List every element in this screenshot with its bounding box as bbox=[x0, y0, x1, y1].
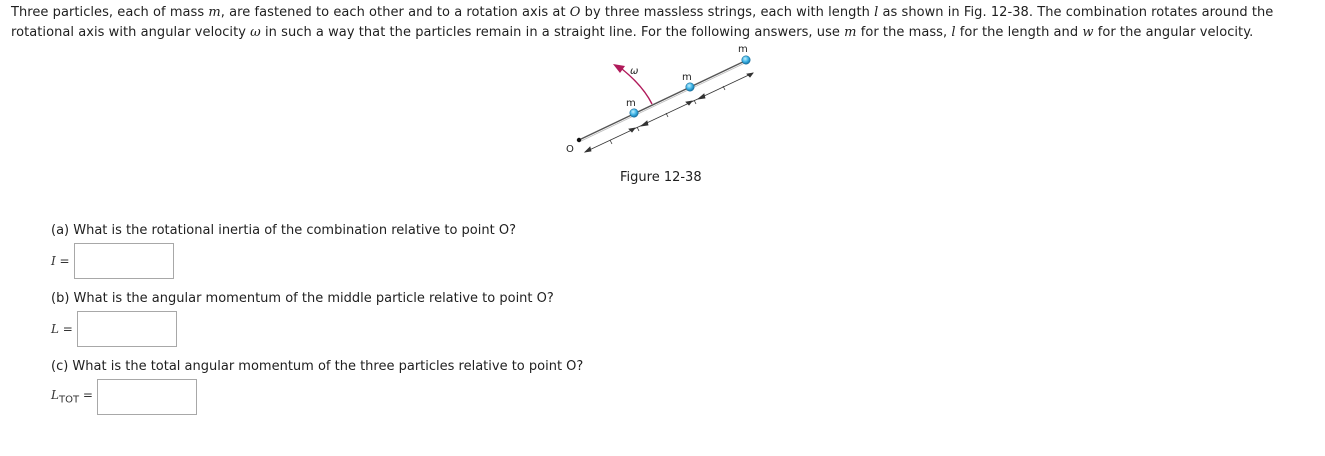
answer-c-input[interactable] bbox=[97, 379, 197, 415]
question-b-prompt: (b) What is the angular momentum of the middle particle relative to point O? bbox=[51, 291, 554, 306]
particle-3 bbox=[742, 56, 750, 64]
mass-label-2: m bbox=[682, 72, 692, 83]
problem-statement: Three particles, each of mass m, are fastened to each other and to a rotation axis at O by three massless strings, each with length l as shown in Fig. 12-38. The combination rotates around the rotational axis with angular velocity ω in such a way that the particles remain in a straight line. For the following answers, use m for the mass, l for the length and w for the angular velocity. bbox=[11, 5, 1274, 40]
answer-a-input[interactable] bbox=[74, 243, 174, 279]
figure-caption: Figure 12-38 bbox=[620, 170, 702, 185]
string-line-shadow bbox=[579, 62, 747, 142]
string-line bbox=[579, 60, 747, 140]
particle-1 bbox=[630, 109, 638, 117]
mass-label-3: m bbox=[738, 44, 748, 55]
answer-row-a bbox=[51, 243, 174, 279]
omega-label: ω bbox=[630, 66, 639, 77]
pivot-point bbox=[577, 138, 581, 142]
answer-row-b bbox=[51, 311, 177, 347]
rotation-arrowhead bbox=[613, 64, 625, 73]
mass-label-1: m bbox=[626, 98, 636, 109]
answer-row-c bbox=[51, 379, 197, 415]
answer-a-label: I = bbox=[51, 254, 70, 268]
figure-12-38 bbox=[555, 40, 770, 158]
axis-label: O bbox=[566, 144, 574, 155]
particle-2 bbox=[686, 83, 694, 91]
answer-b-input[interactable] bbox=[77, 311, 177, 347]
question-c-prompt: (c) What is the total angular momentum of the three particles relative to point O? bbox=[51, 359, 584, 374]
answer-c-label: $L_{TOT}$ = bbox=[51, 388, 93, 406]
answer-b-label: L = bbox=[51, 322, 73, 336]
question-a-prompt: (a) What is the rotational inertia of the combination relative to point O? bbox=[51, 223, 516, 238]
